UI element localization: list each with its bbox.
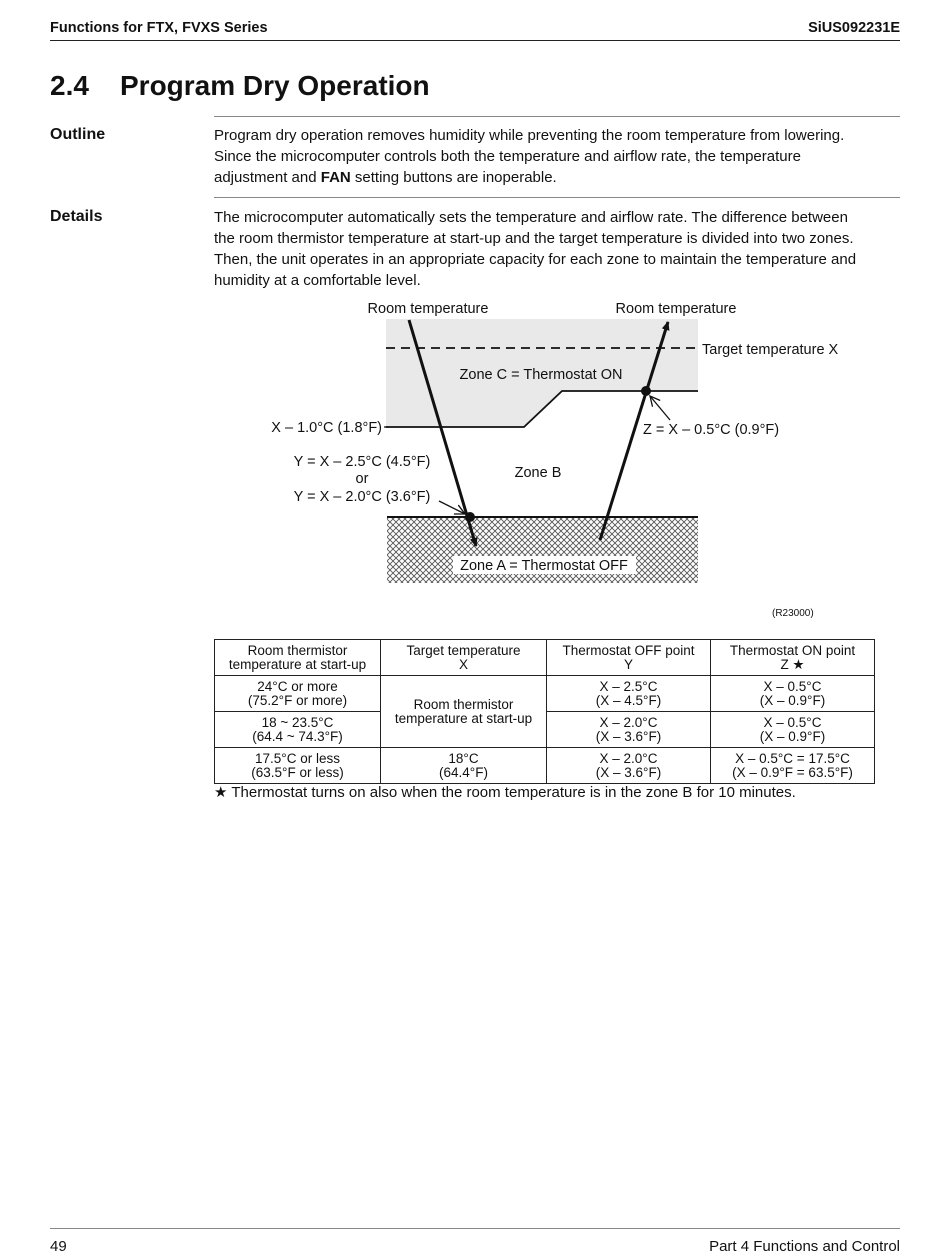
thermostat-off-point [465,512,475,522]
zone-diagram [0,0,950,620]
z-label: Z = X – 0.5°C (0.9°F) [643,422,780,438]
footnote: ★ Thermostat turns on also when the room temperature is in the zone B for 10 minutes. [214,784,796,801]
details-line: humidity at a comfortable level. [214,272,421,289]
page-number: 49 [50,1238,67,1255]
part-title: Part 4 Functions and Control [709,1238,900,1255]
cell-on-point: X – 0.5°C (X – 0.9°F) [711,676,875,712]
section-number: 2.4 [50,70,89,101]
cell-target-temp-merged: Room thermistor temperature at start-up [381,676,547,748]
y-leader-arrow [439,501,465,514]
outline-line: Since the microcomputer controls both the temperature and airflow rate, the temperature [214,148,801,165]
details-line: The microcomputer automatically sets the temperature and airflow rate. The difference between [214,209,848,226]
y-label-or: or [355,471,369,487]
details-line: Then, the unit operates in an appropriate capacity for each zone to maintain the temperature and [214,251,857,268]
cell-target-temp: 18°C (64.4°F) [381,748,547,784]
header-doc-code: SiUS092231E [808,20,900,36]
fan-keyword: FAN [320,169,351,186]
table-header-row [215,640,875,676]
cell-start-temp: 24°C or more (75.2°F or more) [215,676,381,712]
table-row [215,748,875,784]
table-row [215,676,875,712]
cell-start-temp: 18 ~ 23.5°C (64.4 ~ 74.3°F) [215,712,381,748]
header-off-point: Thermostat OFF point Y [547,640,711,676]
outline-label: Outline [50,126,106,143]
y-label-1: Y = X – 2.5°C (4.5°F) [293,454,431,470]
zone-c-label: Zone C = Thermostat ON [459,367,623,383]
zone-b-label: Zone B [514,465,562,481]
cell-start-temp: 17.5°C or less (63.5°F or less) [215,748,381,784]
figure-id: (R23000) [772,608,814,619]
details-line: the room thermistor temperature at start-up and the target temperature is divided into two zones. [214,230,854,247]
room-temp-right-label: Room temperature [615,301,737,317]
thermostat-on-point [641,386,651,396]
page-footer [50,1228,900,1255]
cell-on-point: X – 0.5°C (X – 0.9°F) [711,712,875,748]
y-label-2: Y = X – 2.0°C (3.6°F) [293,489,431,505]
cell-on-point: X – 0.5°C = 17.5°C (X – 0.9°F = 63.5°F) [711,748,875,784]
header-start-temp: Room thermistor temperature at start-up [215,640,381,676]
outline-line-text: setting buttons are inoperable. [350,169,557,186]
x-minus-1-label: X – 1.0°C (1.8°F) [271,420,382,436]
z-leader-arrow [650,396,670,420]
cell-off-point: X – 2.5°C (X – 4.5°F) [547,676,711,712]
room-temp-left-label: Room temperature [367,301,489,317]
header-on-point: Thermostat ON point Z ★ [711,640,875,676]
program-dry-table [214,639,875,784]
outline-line-text: adjustment and [214,169,321,186]
header-target-temp: Target temperature X [381,640,547,676]
details-label: Details [50,208,103,225]
section-title: Program Dry Operation [120,70,430,101]
target-temp-label: Target temperature X [702,342,839,358]
header-series-title: Functions for FTX, FVXS Series [50,20,268,36]
zone-a-label: Zone A = Thermostat OFF [460,558,628,574]
cell-off-point: X – 2.0°C (X – 3.6°F) [547,748,711,784]
cell-off-point: X – 2.0°C (X – 3.6°F) [547,712,711,748]
outline-line: Program dry operation removes humidity while preventing the room temperature from lowering. [214,127,845,144]
